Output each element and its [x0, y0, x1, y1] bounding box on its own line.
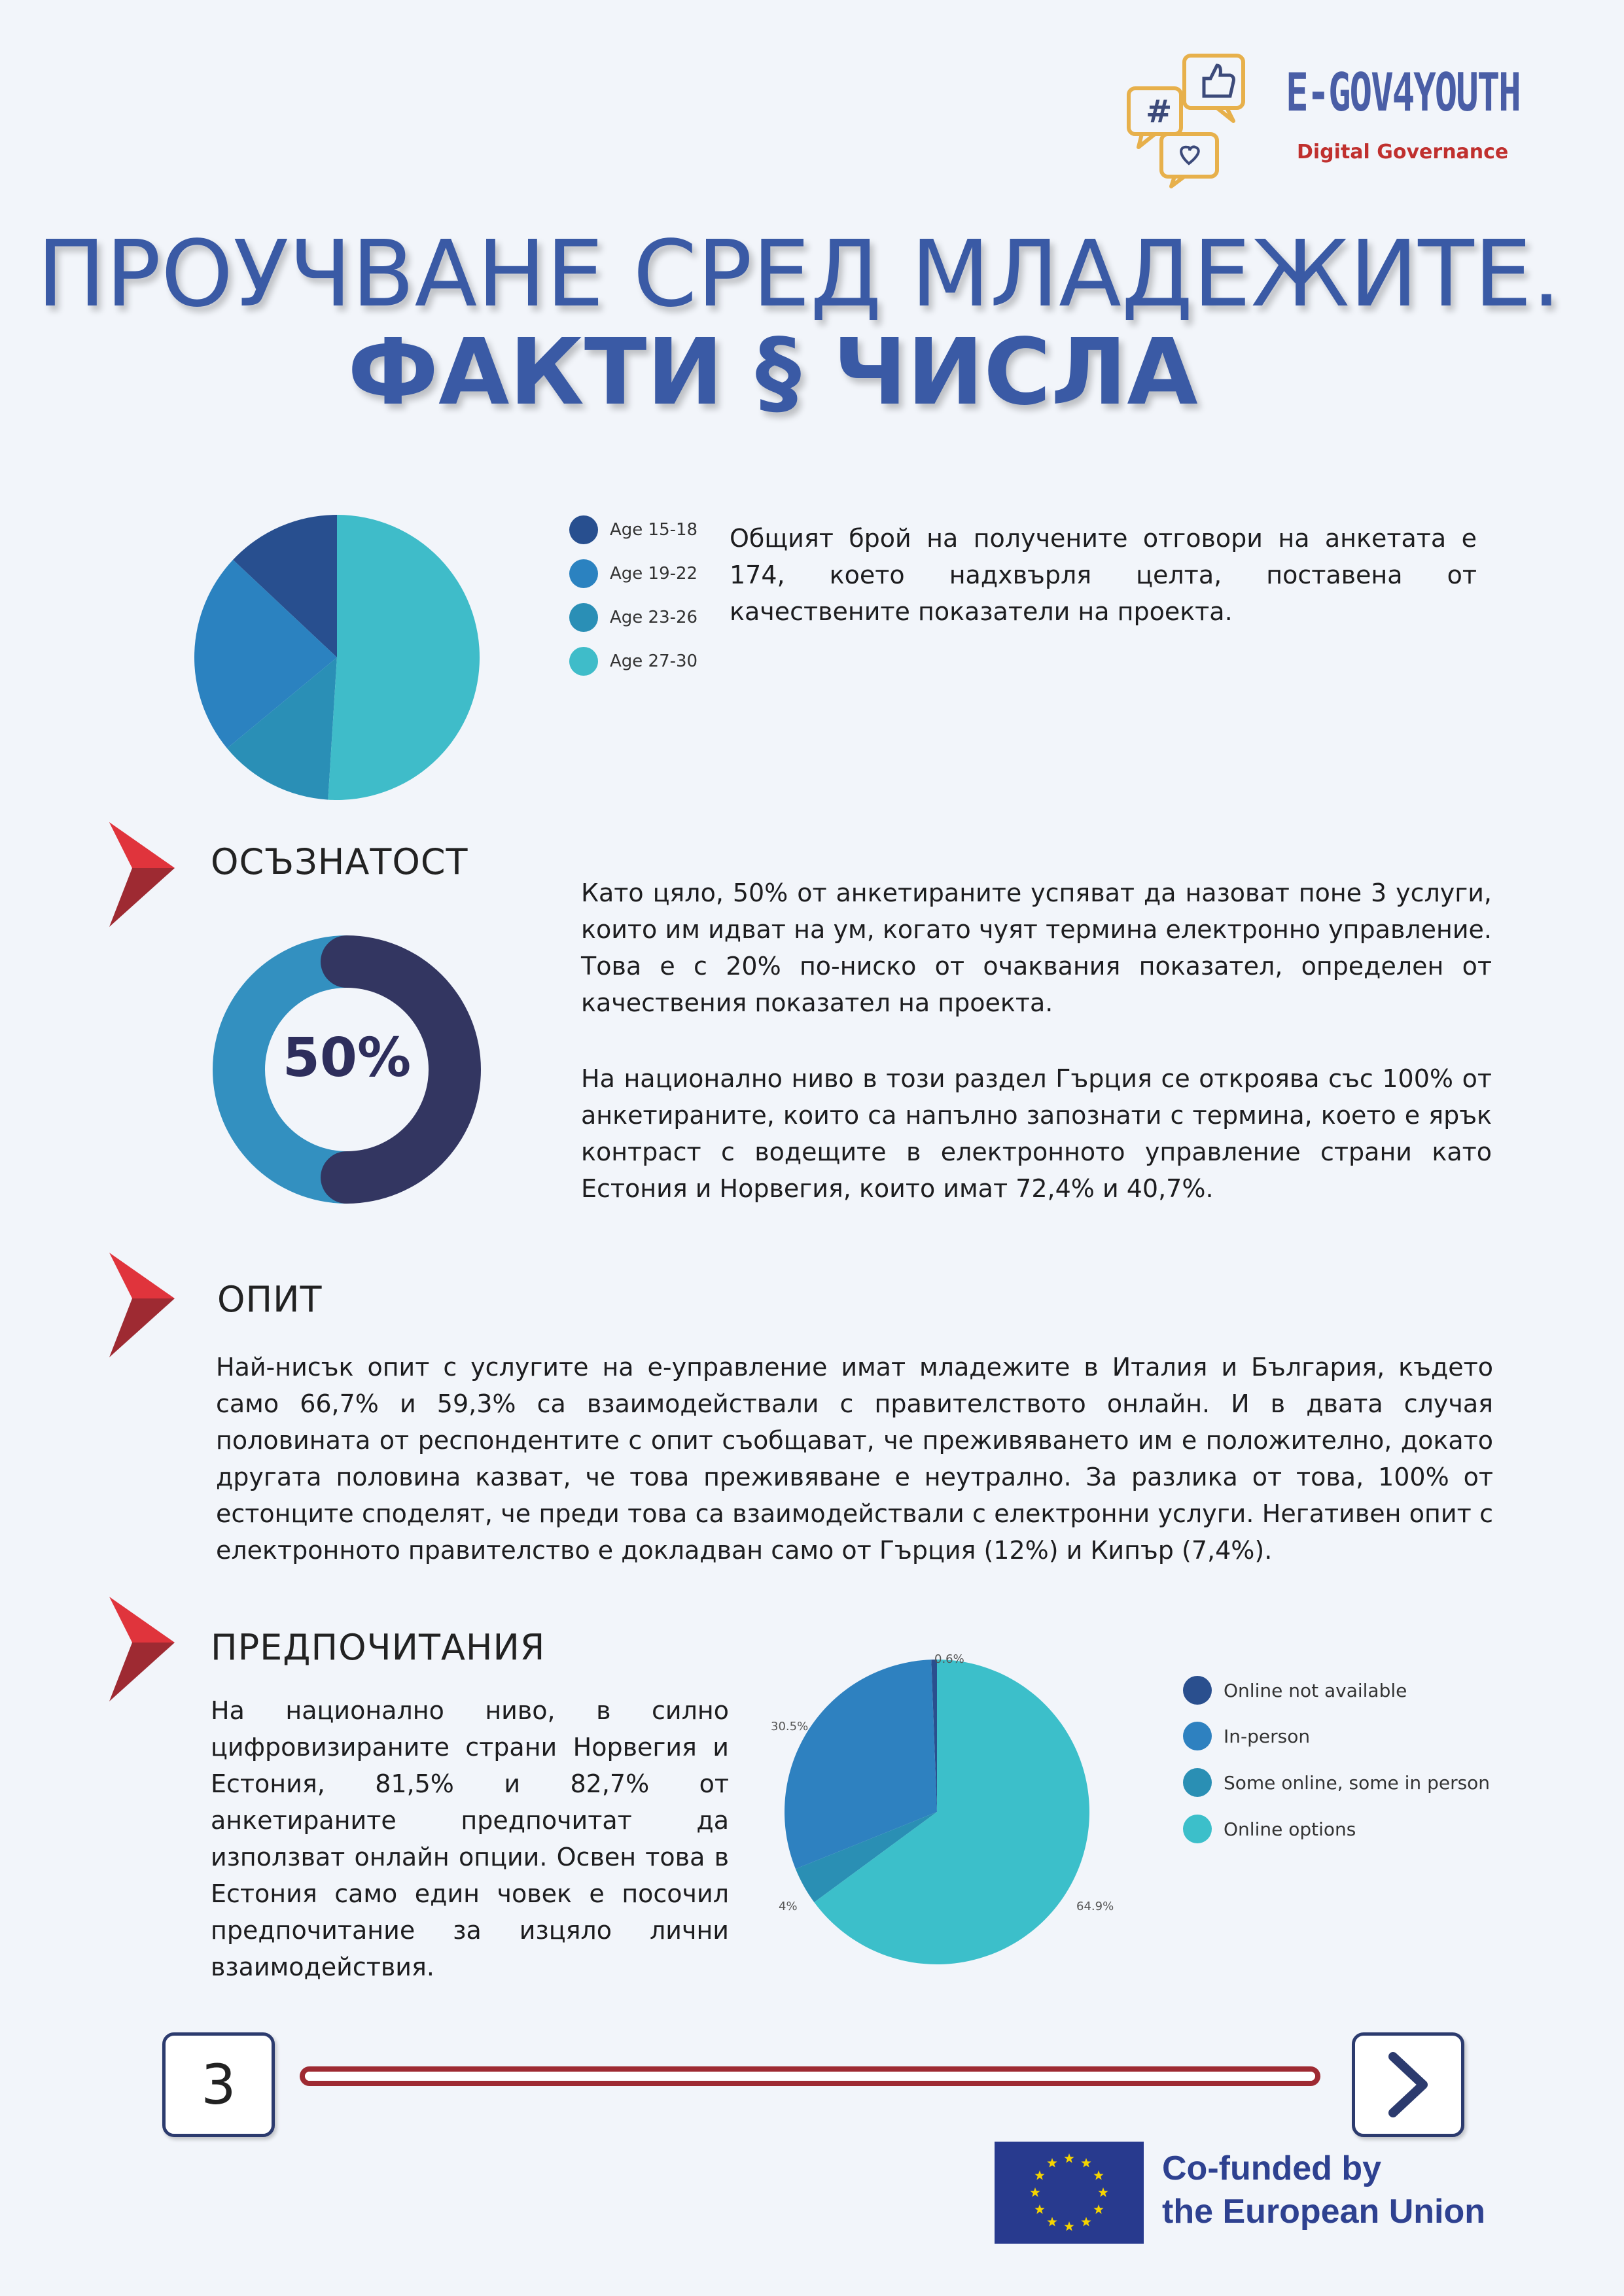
eu-line-1: Co-funded by [1162, 2149, 1382, 2187]
chevron-right-icon [106, 819, 178, 930]
legend-label: Age 19-22 [610, 564, 698, 583]
legend-label: Age 23-26 [610, 608, 698, 627]
eu-star [1081, 2217, 1091, 2227]
eu-star [1047, 2158, 1057, 2167]
awareness-paragraph-2: На национално ниво в този раздел Гърция се откроява със 100% от анкетираните, които са напълно запознати с термина, което е ярък контраст с водещите в електронното управление страни като Естония и Норвегия, които имат 72,4% и 40,7%. [581, 1064, 1492, 1203]
eu-star [1081, 2158, 1091, 2167]
section-heading-experience: ОПИТ [217, 1279, 323, 1320]
preferences-pie-chart [752, 1642, 1114, 1982]
legend-label: Online not available [1224, 1679, 1407, 1701]
legend-swatch [569, 647, 598, 676]
legend-label: Some online, some in person [1224, 1771, 1491, 1794]
chevron-right-icon [106, 1249, 178, 1361]
eu-cofunding-text [1162, 2147, 1485, 2233]
chevron-right-icon [106, 1593, 178, 1705]
logo-title: E-GOV4YOUTH [1286, 62, 1520, 123]
section-heading-preferences: ПРЕДПОЧИТАНИЯ [211, 1627, 546, 1668]
progress-fill [305, 2072, 1315, 2081]
page-number: 3 [162, 2032, 275, 2137]
pie-data-label: 30.5% [771, 1720, 809, 1733]
experience-paragraph: Най-нисък опит с услугите на е-управление имат младежите в Италия и България, където само 66,7% и 59,3% са взаимодействали с правителството онлайн. И в двата случая половината от респондентите с опит съобщават, че преживяването им е положително, докато другата половина казват, че това преживяване е неутрално. За разлика от това, 100% от естонците споделят, че преди това са взаимодействали с електронни услуги. Негативен опит с електронното правителство е докладван само от Гърция (12%) и Кипър (7,4%). [216, 1353, 1493, 1565]
legend-item [569, 647, 697, 676]
page-title-line2: ФАКТИ § ЧИСЛА [347, 319, 1198, 426]
intro-paragraph: Общият брой на получените отговори на анкетата е 174, което надхвърля целта, поставена от качествените показатели на проекта. [730, 524, 1477, 626]
preferences-paragraph: На национално ниво, в силно цифровизираните страни Норвегия и Естония, 81,5% и 82,7% от анкетираните предпочитат да използват онлайн опции. Освен това в Естония само един човек е посочил предпочитание за изцяло лични взаимодействия. [211, 1696, 729, 1981]
page-title-line1: ПРОУЧВАНЕ СРЕД МЛАДЕЖИТЕ. [37, 221, 1561, 328]
eu-star [1098, 2187, 1108, 2197]
eu-star [1093, 2204, 1103, 2214]
legend-swatch [569, 559, 598, 588]
legend-item [1183, 1815, 1356, 1843]
eu-star [1064, 2221, 1074, 2231]
legend-swatch [1183, 1722, 1212, 1750]
legend-label: In-person [1224, 1725, 1311, 1747]
legend-label: Online options [1224, 1818, 1356, 1840]
donut-label: 50% [282, 1027, 412, 1089]
legend-item [569, 515, 697, 544]
eu-star [1030, 2187, 1040, 2197]
eu-star [1093, 2170, 1103, 2180]
legend-swatch [1183, 1676, 1212, 1705]
pie-data-label: 4% [779, 1900, 798, 1913]
legend-item [1183, 1768, 1490, 1797]
eu-star [1034, 2204, 1044, 2214]
legend-label: Age 15-18 [610, 520, 698, 540]
pie-data-label: 64.9% [1076, 1900, 1114, 1913]
pie-data-label: 0.6% [934, 1652, 964, 1666]
eu-flag-icon [995, 2142, 1144, 2244]
legend-item [1183, 1676, 1407, 1705]
legend-swatch [1183, 1815, 1212, 1843]
chevron-right-icon [1355, 2036, 1461, 2134]
legend-item [569, 603, 697, 632]
section-heading-awareness: ОСЪЗНАТОСТ [211, 841, 468, 882]
age-pie-chart [190, 510, 484, 805]
legend-swatch [1183, 1768, 1212, 1797]
svg-text:#: # [1146, 94, 1173, 130]
legend-label: Age 27-30 [610, 652, 698, 671]
logo-subtitle: Digital Governance [1297, 141, 1509, 164]
legend-swatch [569, 515, 598, 544]
awareness-paragraph-1: Като цяло, 50% от анкетираните успяват да назоват поне 3 услуги, които им идват на ум, когато чуят термина електронно управление. Това е с 20% по-ниско от очаквания показател, определен от качествения показател на проекта. [581, 878, 1492, 1017]
legend-item [569, 559, 697, 588]
eu-star [1047, 2217, 1057, 2227]
legend-item [1183, 1722, 1310, 1750]
progress-bar [300, 2066, 1320, 2086]
eu-star [1064, 2153, 1074, 2163]
eu-star [1034, 2170, 1044, 2180]
legend-swatch [569, 603, 598, 632]
logo-icon [1122, 49, 1253, 186]
eu-line-2: the European Union [1162, 2193, 1485, 2231]
pie-slice [328, 515, 480, 800]
next-page-button[interactable] [1352, 2032, 1464, 2137]
